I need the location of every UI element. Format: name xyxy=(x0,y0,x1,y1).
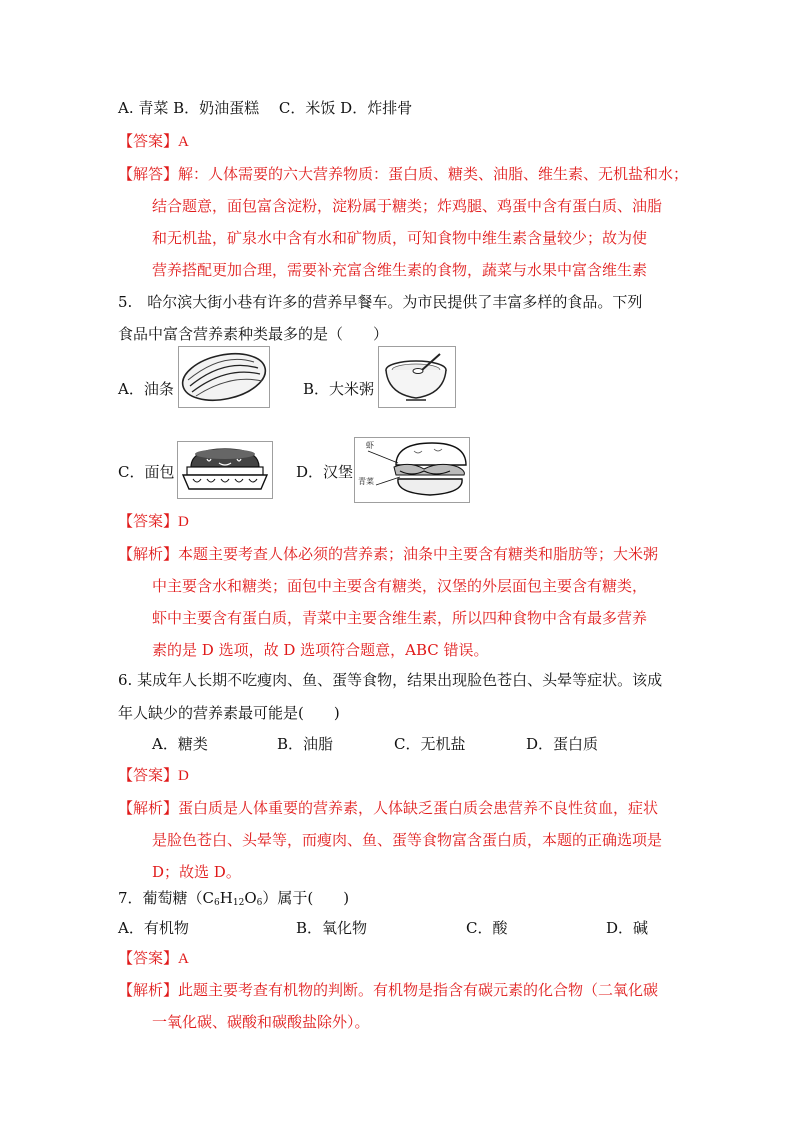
q5-option-b: B．大米粥 xyxy=(303,380,375,398)
youtiao-image xyxy=(178,346,270,408)
explain-tag: 【解答】 xyxy=(118,165,179,183)
q4-explain-line-3: 和无机盐，矿泉水中含有水和矿物质，可知食物中维生素含量较少；故为使 xyxy=(152,229,648,247)
answer-tag: 【答案】 xyxy=(118,766,179,784)
explain-tag: 【解析】 xyxy=(118,545,179,563)
q7-explain-line-2: 一氧化碳、碳酸和碳酸盐除外）。 xyxy=(152,1013,370,1031)
q6-explain-line-3: D；故选 D。 xyxy=(152,863,241,881)
answer-value: D xyxy=(178,768,189,784)
q6-answer xyxy=(118,765,189,786)
q7-stem: 7．葡萄糖$(C_6H_{12}O_6)$属于( ) xyxy=(118,889,350,908)
answer-value: D xyxy=(178,514,189,530)
answer-value: A xyxy=(178,134,189,150)
q7-option-b: B．氧化物 xyxy=(296,919,368,937)
hamburger-label-shrimp: 虾 xyxy=(366,441,374,450)
q5-answer xyxy=(118,511,189,532)
q5-explain-line-2: 中主要含水和糖类；面包中主要含有糖类，汉堡的外层面包主要含有糖类， xyxy=(152,577,648,595)
answer-tag: 【答案】 xyxy=(118,132,179,150)
q6-option-a: A．糖类 xyxy=(152,735,208,753)
q4-explain-line-1: 【解答】解：人体需要的六大营养物质：蛋白质、糖类、油脂、维生素、无机盐和水； xyxy=(118,165,689,183)
q4-options-line: A. 青菜 B．奶油蛋糕 C．米饭 D．炸排骨 xyxy=(118,99,413,117)
q6-option-b: B．油脂 xyxy=(277,735,334,753)
q4-explain-line-2: 结合题意，面包富含淀粉，淀粉属于糖类；炸鸡腿、鸡蛋中含有蛋白质、油脂 xyxy=(152,197,663,215)
rice-porridge-image xyxy=(378,346,456,408)
q7-answer xyxy=(118,948,189,969)
q7-explain-line-1: 【解析】此题主要考查有机物的判断。有机物是指含有碳元素的化合物（二氧化碳 xyxy=(118,981,659,999)
q4-explain-line-4: 营养搭配更加合理，需要补充富含维生素的食物，蔬菜与水果中富含维生素 xyxy=(152,261,648,279)
answer-tag: 【答案】 xyxy=(118,512,179,530)
q6-stem-line-2: 年人缺少的营养素最可能是( ) xyxy=(118,704,340,722)
answer-tag: 【答案】 xyxy=(118,949,179,967)
q5-option-c: C．面包 xyxy=(118,463,175,481)
q6-option-d: D．蛋白质 xyxy=(526,735,599,753)
q6-stem-line-1: 6. 某成年人长期不吃瘦肉、鱼、蛋等食物，结果出现脸色苍白、头晕等症状。该成 xyxy=(118,671,663,689)
hamburger-label-greens: 青菜 xyxy=(358,477,374,486)
q5-explain-line-1: 【解析】本题主要考查人体必须的营养素；油条中主要含有糖类和脂肪等；大米粥 xyxy=(118,545,659,563)
q5-option-a: A．油条 xyxy=(118,380,174,398)
q7-option-c: C．酸 xyxy=(466,919,508,937)
answer-value: A xyxy=(178,951,189,967)
q6-explain-line-1: 【解析】蛋白质是人体重要的营养素，人体缺乏蛋白质会患营养不良性贫血，症状 xyxy=(118,799,659,817)
explain-tag: 【解析】 xyxy=(118,799,179,817)
bread-image xyxy=(177,441,273,499)
q5-stem-line-2: 食品中富含营养素种类最多的是（ ） xyxy=(118,325,389,343)
q5-explain-line-4: 素的是 D 选项，故 D 选项符合题意，ABC 错误。 xyxy=(152,641,489,659)
q6-option-c: C．无机盐 xyxy=(394,735,466,753)
hamburger-image xyxy=(354,437,470,503)
q7-option-d: D．碱 xyxy=(606,919,649,937)
q5-option-d: D．汉堡 xyxy=(296,463,354,481)
q5-explain-line-3: 虾中主要含有蛋白质，青菜中主要含维生素，所以四种食物中含有最多营养 xyxy=(152,609,648,627)
q6-explain-line-2: 是脸色苍白、头晕等，而瘦肉、鱼、蛋等食物富含蛋白质，本题的正确选项是 xyxy=(152,831,663,849)
q5-stem-line-1: 5. 哈尔滨大街小巷有许多的营养早餐车。为市民提供了丰富多样的食品。下列 xyxy=(118,293,643,311)
explain-tag: 【解析】 xyxy=(118,981,179,999)
q4-answer xyxy=(118,131,189,152)
q7-option-a: A．有机物 xyxy=(118,919,189,937)
